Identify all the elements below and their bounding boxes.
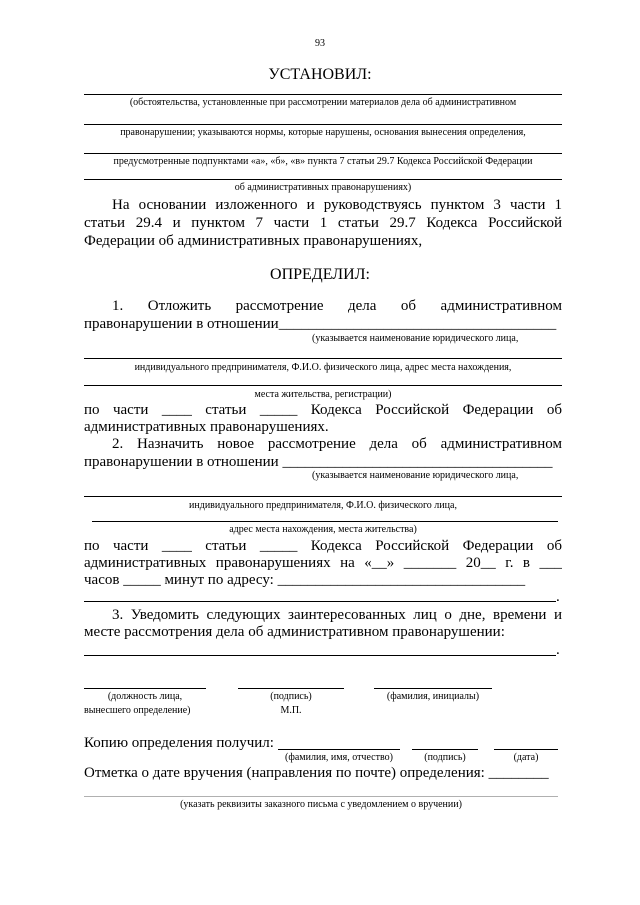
item2-line-1: 2. Назначить новое рассмотрение дела об административном [112,436,562,452]
item1-line-blank-2 [84,385,562,386]
ustanovil-line-4 [84,179,562,180]
item1-line-2: правонарушении в отношении_____________________________________ [84,316,557,332]
delivery-line [84,796,558,797]
copy-date-line [494,749,558,750]
position-caption-2: вынесшего определение) [84,705,191,716]
position-line [84,688,206,689]
copy-name-caption: (фамилия, имя, отчество) [285,752,393,763]
basis-line-3: Федерации об административных правонарушениях, [84,233,423,249]
delivery-caption: (указать реквизиты заказного письма с уведомлением о вручении) [180,799,462,810]
item2-line-blank-3 [84,601,556,602]
item2-line-6-end: . [556,589,560,605]
item2-caption-3: адрес места нахождения, места жительства) [229,524,417,535]
item1-line-blank-1 [84,358,562,359]
item3-line-blank [84,655,556,656]
copy-name-line [278,749,400,750]
item2-line-blank-1 [84,496,562,497]
item1-caption-3: места жительства, регистрации) [254,389,392,400]
basis-line-2: статьи 29.4 и пунктом 7 части 1 статьи 29.7 Кодекса Российской [84,215,562,231]
name-caption: (фамилия, инициалы) [386,691,480,702]
item3-line-1: 3. Уведомить следующих заинтересованных лиц о дне, времени и [112,607,562,623]
ustanovil-line-1 [84,94,562,95]
ustanovil-line-2 [84,124,562,125]
item1-line-4: административных правонарушениях. [84,419,329,435]
ustanovil-caption-4: об административных правонарушениях) [234,182,412,193]
signature-caption: (подпись) [270,691,312,702]
item1-line-1: 1. Отложить рассмотрение дела об административном [112,298,562,314]
ustanovil-caption-2: правонарушении; указываются нормы, которые нарушены, основания вынесения определения, [120,127,526,138]
copy-date-caption: (дата) [513,752,539,763]
ustanovil-caption-3: предусмотренные подпунктами «а», «б», «в» пункта 7 статьи 29.7 Кодекса Российской Федерации [113,156,533,167]
item2-line-3: по части ____ статьи _____ Кодекса Российской Федерации об [84,538,562,554]
item2-caption-2: индивидуального предпринимателя, Ф.И.О. физического лица, [189,500,457,511]
delivery-label: Отметка о дате вручения (направления по почте) определения: ________ [84,765,549,781]
item2-caption-1: (указывается наименование юридического лица, [312,470,519,481]
ustanovil-caption-1: (обстоятельства, установленные при рассмотрении материалов дела об административном [129,97,517,108]
opredelil-heading: ОПРЕДЕЛИЛ: [270,266,370,283]
signature-line [238,688,344,689]
item2-line-2: правонарушении в отношении ____________________________________ [84,454,553,470]
position-caption-1: (должность лица, [107,691,183,702]
copy-received-label: Копию определения получил: [84,735,274,751]
item3-line-2: месте рассмотрения дела об административном правонарушении: [84,624,505,640]
basis-line-1: На основании изложенного и руководствуясь пунктом 3 части 1 [112,197,562,213]
item1-line-3: по части ____ статьи _____ Кодекса Российской Федерации об [84,402,562,418]
page-number: 93 [315,38,325,49]
ustanovil-line-3 [84,153,562,154]
item2-line-blank-2 [92,521,558,522]
name-line [374,688,492,689]
item1-caption-2: индивидуального предпринимателя, Ф.И.О. физического лица, адрес места нахождения, [134,362,512,373]
item2-line-5: часов _____ минут по адресу: _________________________________ [84,572,526,588]
item2-line-4: административных правонарушениях на «__» _______ 20__ г. в ___ [84,555,562,571]
copy-signature-caption: (подпись) [424,752,466,763]
item3-line-3-end: . [556,642,560,658]
item1-caption-1: (указывается наименование юридического лица, [312,333,519,344]
stamp-label: М.П. [280,705,302,716]
copy-signature-line [412,749,478,750]
ustanovil-heading: УСТАНОВИЛ: [268,66,372,83]
